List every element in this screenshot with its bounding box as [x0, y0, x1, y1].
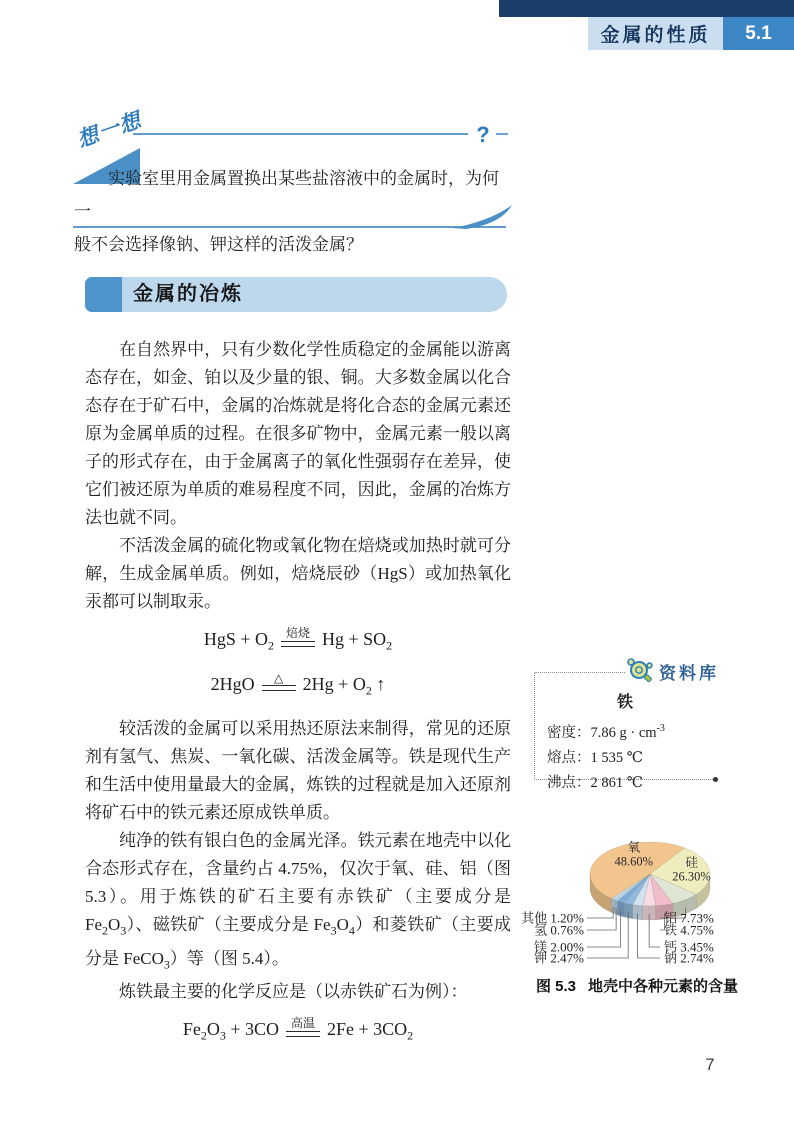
slice-label-氧: 氧: [627, 840, 641, 855]
figure-5-3: [522, 833, 794, 1005]
databox-items: [535, 716, 715, 796]
question-text-line: 实验室里用金属置换出某些盐溶液中的金属时，为何一: [74, 169, 499, 221]
slice-value-氧: 48.60%: [614, 854, 654, 869]
leader-line: [587, 910, 621, 947]
body-paragraph: 较活泼的金属可以采用热还原法来制得，常见的还原剂有氢气、焦炭、一氧化碳、活泼金属等。铁是现代生产和生活中使用量最大的金属，炼铁的过程就是加入还原剂将矿石中的铁元素还原成铁单质。: [85, 719, 511, 823]
leader-line: [587, 912, 628, 958]
slice-label-硅: 硅: [685, 855, 698, 870]
property-row: 熔点：1 535 ℃: [547, 749, 643, 766]
question-mark-icon: ?: [476, 122, 490, 147]
slice-label-镁: 镁 2.00%: [534, 939, 584, 955]
chemical-equation: $Fe_2O_3 + 3CO$ 高温 $2Fe + 3CO_2$: [182, 1015, 414, 1043]
slice-label-铝: 铝 7.73%: [664, 910, 714, 926]
reaction-condition: △: [262, 672, 296, 692]
magnifier-molecule-icon: [625, 657, 655, 685]
body-text-column: [85, 336, 511, 1059]
slice-label-氢: 氢 0.76%: [534, 922, 584, 938]
chapter-title: 金属的性质: [588, 17, 723, 50]
think-box: [70, 108, 515, 254]
question-text-line: 般不会选择像钠、钾这样的活泼金属？: [74, 235, 363, 254]
think-box-label: 想一想: [74, 108, 145, 153]
think-box-question: [74, 162, 510, 261]
slice-label-钙: 钙 3.45%: [664, 939, 714, 955]
figure-caption-text: 地壳中各种元素的含量: [588, 978, 739, 995]
page-number: 7: [705, 1056, 715, 1074]
figure-caption: [536, 975, 738, 996]
section-heading-title: 金属的冶炼: [133, 283, 243, 305]
slice-label-钠: 钠 2.74%: [664, 950, 714, 966]
header-navy-bar: [499, 0, 794, 17]
databox-label: 资料库: [659, 663, 719, 683]
slice-label-钾: 钾 2.47%: [534, 950, 584, 966]
section-heading: [85, 277, 507, 312]
reaction-condition: 高温: [286, 1017, 320, 1037]
body-paragraph: 纯净的铁有银白色的金属光泽。铁元素在地壳中以化合态形式存在，含量约占 4.75%，仅次于氧、硅、铝（图 5.3）。用于炼铁的矿石主要有赤铁矿（主要成分是 $Fe_2O_3$）、磁铁矿（主要成分是 $Fe_3O_4$）和菱铁矿（主要成分是 FeCO$_3$）等（图 5.4）。: [85, 831, 512, 971]
reaction-condition: 焙烧: [281, 627, 315, 647]
property-row: 沸点：2 861 ℃: [547, 774, 643, 791]
body-paragraph: 不活泼金属的硫化物或氧化物在焙烧或加热时就可分解，生成金属单质。例如，焙烧辰砂（HgS）或加热氧化汞都可以制取汞。: [85, 536, 511, 611]
databox-header: [625, 657, 719, 685]
slice-label-铁: 铁 4.75%: [664, 922, 714, 938]
databox: [534, 663, 719, 791]
databox-title: 铁: [616, 694, 633, 711]
chemical-equation: 2HgO △ $2Hg + O_2$ ↑: [210, 670, 386, 698]
property-row: 密度：7.86 $g \cdot cm^{-3}$: [547, 723, 665, 741]
slice-label-其他: 其他 1.20%: [522, 910, 584, 926]
section-heading-tab: [85, 277, 122, 312]
pie-chart: [522, 833, 794, 971]
databox-corner-dot: [713, 777, 718, 782]
body-paragraph: 炼铁最主要的化学反应是（以赤铁矿石为例）：: [119, 981, 468, 1001]
figure-number: 图 5.3: [536, 978, 577, 995]
body-paragraph: 在自然界中，只有少数化学性质稳定的金属能以游离态存在，如金、铂以及少量的银、铜。大多数金属以化合态存在于矿石中，金属的冶炼就是将化合态的金属元素还原为金属单质的过程。在很多矿物中，金属元素一般以离子的形式存在，由于金属离子的氧化性强弱存在差异，使它们被还原为单质的难易程度不同，因此，金属的冶炼方法也就不同。: [85, 340, 511, 527]
chemical-equation: HgS + $O_2$ 焙烧 $Hg + SO_2$: [203, 626, 393, 653]
databox-border: [535, 672, 625, 673]
slice-value-硅: 26.30%: [672, 869, 711, 884]
section-number-badge: 5.1: [723, 17, 794, 50]
